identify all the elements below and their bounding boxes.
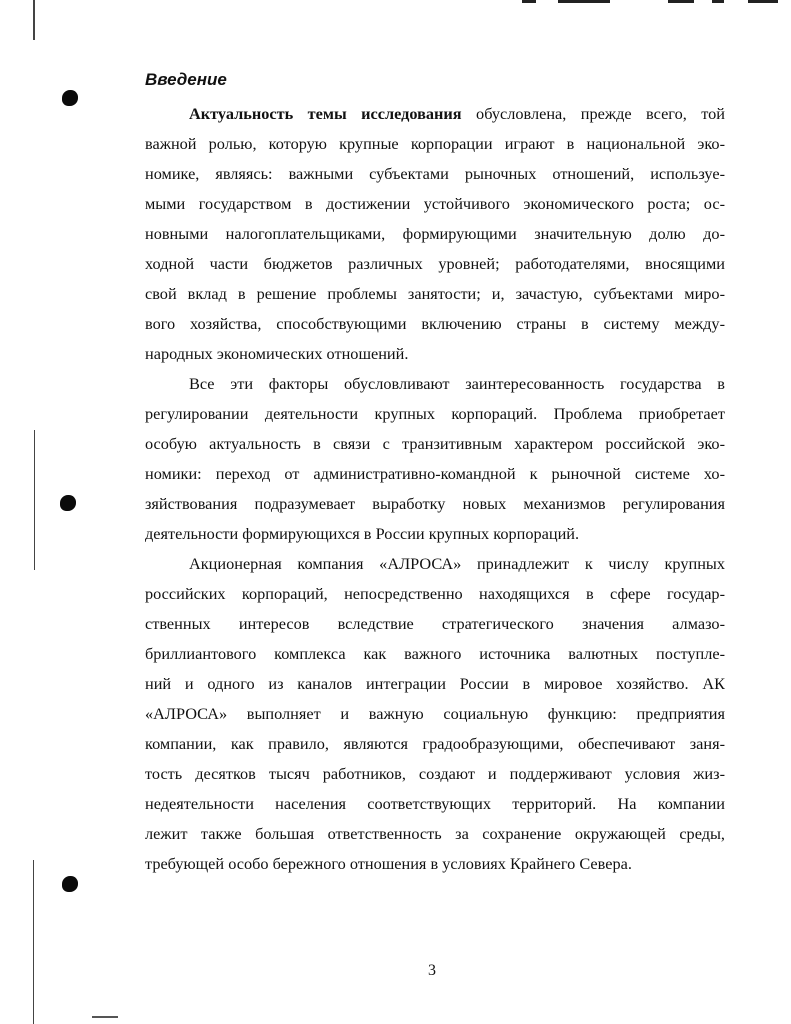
text-span: обусловлена, прежде всего, той bbox=[461, 104, 725, 123]
page-number: 3 bbox=[428, 962, 436, 979]
scan-top-mark bbox=[558, 0, 610, 3]
paragraph-1-line: свой вклад в решение проблемы занятости; и, зачастую, субъектами миро- bbox=[145, 284, 725, 303]
paragraph-2-line: регулировании деятельности крупных корпораций. Проблема приобретает bbox=[145, 404, 725, 423]
scan-edge-line bbox=[33, 860, 34, 1024]
scan-top-mark bbox=[712, 0, 724, 3]
paragraph-1-line: новными налогоплательщиками, формирующими значительную долю до- bbox=[145, 224, 725, 243]
paragraph-3-line: «АЛРОСА» выполняет и важную социальную функцию: предприятия bbox=[145, 704, 725, 723]
lead-bold-text: Актуальность темы исследования bbox=[189, 104, 462, 123]
paragraph-1-line: номике, являясь: важными субъектами рыночных отношений, используе- bbox=[145, 164, 725, 183]
section-heading: Введение bbox=[145, 70, 227, 89]
paragraph-1-line: важной ролью, которую крупные корпорации играют в национальной эко- bbox=[145, 134, 725, 153]
paragraph-3-line: российских корпораций, непосредственно находящихся в сфере государ- bbox=[145, 584, 725, 603]
paragraph-1-line: ходной части бюджетов различных уровней; работодателями, вносящими bbox=[145, 254, 725, 273]
punch-hole bbox=[62, 876, 78, 892]
paragraph-1-line: мыми государством в достижении устойчивого экономического роста; ос- bbox=[145, 194, 725, 213]
paragraph-2-line: зяйствования подразумевает выработку новых механизмов регулирования bbox=[145, 494, 725, 513]
scan-top-mark bbox=[668, 0, 694, 3]
paragraph-3-line: тость десятков тысяч работников, создают и поддерживают условия жиз- bbox=[145, 764, 725, 783]
scan-top-mark bbox=[522, 0, 536, 3]
punch-hole bbox=[62, 90, 78, 106]
paragraph-1-line: народных экономических отношений. bbox=[145, 344, 409, 363]
paragraph-3-line: ственных интересов вследствие стратегического значения алмазо- bbox=[145, 614, 725, 633]
paragraph-2-line: Все эти факторы обусловливают заинтересованность государства в bbox=[189, 374, 725, 393]
scan-edge-line bbox=[33, 0, 35, 40]
paragraph-3-line: Акционерная компания «АЛРОСА» принадлежит к числу крупных bbox=[189, 554, 725, 573]
paragraph-1-line: вого хозяйства, способствующими включению страны в систему между- bbox=[145, 314, 725, 333]
paragraph-1-line bbox=[145, 99, 725, 129]
scan-bottom-mark bbox=[92, 1016, 118, 1018]
scan-top-mark bbox=[748, 0, 778, 3]
paragraph-3-line: лежит также большая ответственность за сохранение окружающей среды, bbox=[145, 824, 725, 843]
paragraph-3-line: требующей особо бережного отношения в условиях Крайнего Севера. bbox=[145, 854, 632, 873]
paragraph-3-line: компании, как правило, являются градообразующими, обеспечивают заня- bbox=[145, 734, 725, 753]
paragraph-3-line: ний и одного из каналов интеграции России в мировое хозяйство. АК bbox=[145, 674, 725, 693]
paragraph-2-line: деятельности формирующихся в России крупных корпораций. bbox=[145, 524, 580, 543]
paragraph-3-line: бриллиантового комплекса как важного источника валютных поступле- bbox=[145, 644, 725, 663]
scan-edge-line bbox=[34, 430, 35, 570]
paragraph-3-line: недеятельности населения соответствующих территорий. На компании bbox=[145, 794, 725, 813]
paragraph-2-line: номики: переход от административно-командной к рыночной системе хо- bbox=[145, 464, 725, 483]
punch-hole bbox=[60, 495, 76, 511]
body-text bbox=[145, 99, 725, 879]
paragraph-2-line: особую актуальность в связи с транзитивным характером российской эко- bbox=[145, 434, 725, 453]
